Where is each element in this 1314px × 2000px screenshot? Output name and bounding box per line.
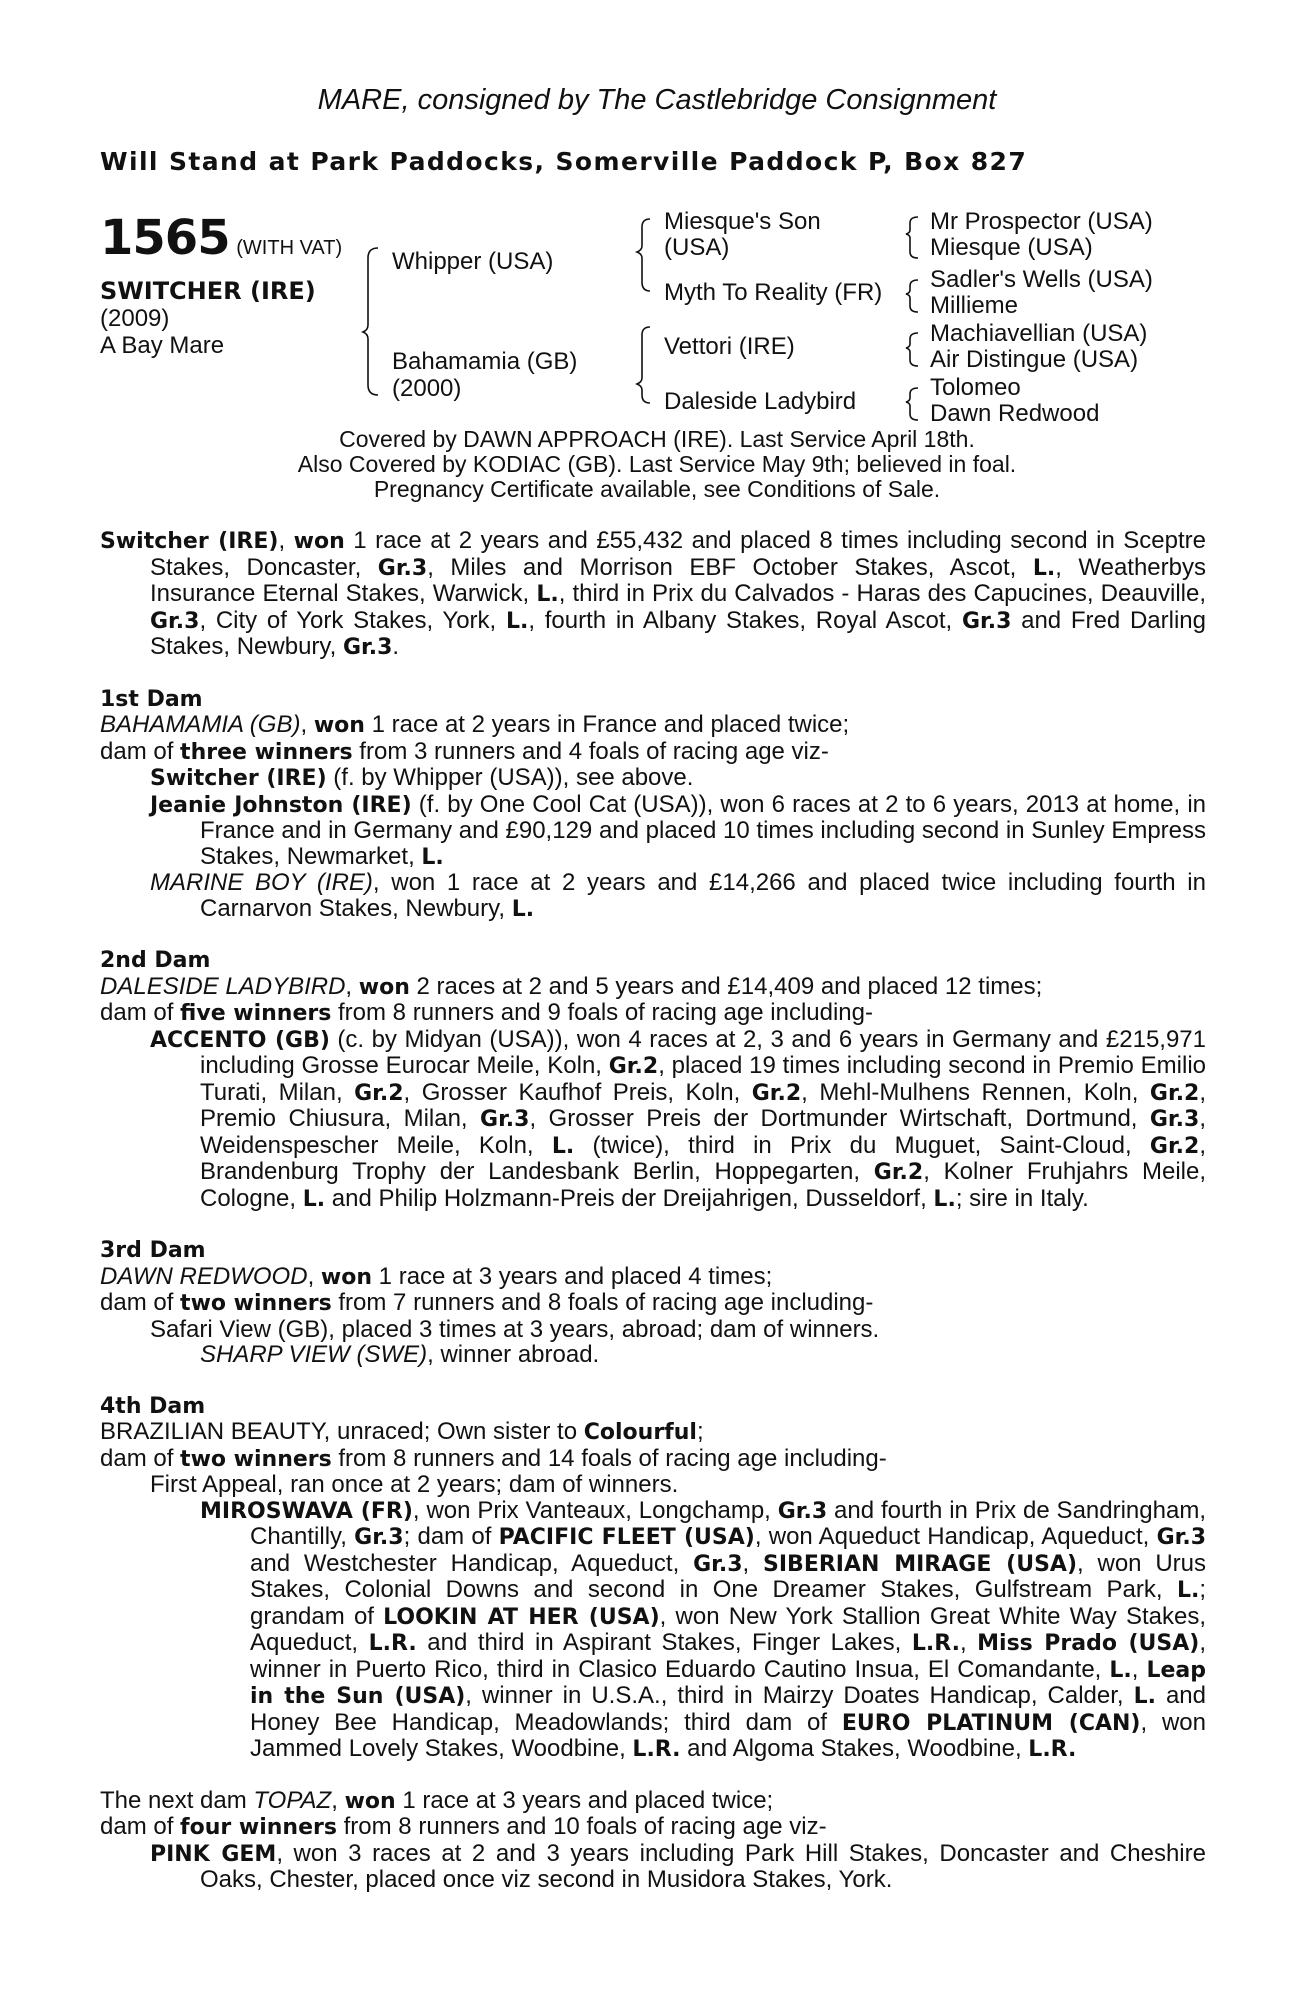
dam-sire: Vettori (IRE) (664, 333, 795, 360)
text: 1 race at 2 years and £55,432 and placed 8 times including second in Sceptre Stakes, Doncaster, (150, 527, 1206, 581)
text: ; dam of (403, 1523, 499, 1550)
brace-dd (906, 388, 918, 420)
section-heading (100, 1237, 1206, 1264)
horse-description: A Bay Mare (100, 332, 225, 359)
text: , Premio Chiusura, Milan, (200, 1078, 1207, 1132)
text: from 8 runners and 9 foals of racing age including- (331, 999, 873, 1026)
text: 1 race at 3 years and placed 4 times; (372, 1262, 773, 1290)
sire-sire: Miesque's Son (664, 208, 821, 235)
sd-dam: Millieme (930, 292, 1019, 319)
dam-name: BAHAMAMIA (GB) (100, 711, 301, 738)
dam-year: (2000) (392, 375, 462, 402)
won-label: won (313, 713, 365, 738)
brace-sire (637, 219, 650, 291)
text: , won 3 races at 2 and 3 years including Park Hill Stakes, Doncaster and Cheshire Oaks, Chester, placed once viz second in Musidora Stakes, York. (200, 1839, 1206, 1893)
text: 2 races at 2 and 5 years and £14,409 and placed 12 times; (409, 972, 1043, 1000)
text: , Miles and Morrison EBF October Stakes, Ascot, (427, 553, 1033, 581)
text: 1 race at 2 years in France and placed twice; (364, 711, 850, 738)
produce-name: LOOKIN AT HER (USA) (383, 1604, 660, 1630)
winners-count: two winners (180, 1291, 332, 1316)
text: dam of (100, 737, 181, 765)
text: , Weatherbys Insurance Eternal Stakes, Warwick, (150, 553, 1206, 607)
text: (c. by Midyan (USA)), won 4 races at 2, 3 and 6 years in Germany and £215,971 including Grosse Eurocar Meile, Koln, (200, 1025, 1206, 1079)
listed: L.R. (632, 1737, 681, 1762)
text: and Algoma Stakes, Woodbine, (680, 1735, 1029, 1762)
listed: L. (551, 1133, 575, 1159)
produce-name: SIBERIAN MIRAGE (USA) (763, 1551, 1077, 1577)
grade: Gr.2 (1149, 1080, 1200, 1106)
text: ; (696, 1418, 704, 1445)
stand-location: Will Stand at Park Paddocks, Somerville Paddock P, Box 827 (100, 147, 1028, 176)
text: from 7 runners and 8 foals of racing age including- (331, 1289, 874, 1316)
grade: Gr.3 (150, 608, 200, 634)
listed: L. (1032, 555, 1056, 581)
dam-line: DAWN REDWOOD, won 1 race at 3 years and placed 4 times; (100, 1262, 773, 1290)
text: (twice), third in Prix du Muguet, Saint-Cloud, (574, 1131, 1150, 1159)
listed: L. (505, 608, 529, 634)
produce-name: MIROSWAVA (FR) (200, 1498, 413, 1524)
ss-sire: Mr Prospector (USA) (930, 208, 1153, 235)
sister-name: Colourful (583, 1420, 697, 1445)
text: and Fred Darling Stakes, Newbury, (150, 606, 1206, 660)
ds-dam: Air Distingue (USA) (930, 346, 1139, 373)
produce-name: Leap in the Sun (USA) (250, 1657, 1206, 1709)
brace-sire-dam (363, 248, 378, 395)
produce-name: MARINE BOY (IRE) (150, 869, 373, 896)
lot-vat: (WITH VAT) (236, 237, 343, 259)
text: from 3 runners and 4 foals of racing age viz- (352, 737, 829, 765)
text: dam of (100, 999, 181, 1026)
sire-dam: Myth To Reality (FR) (664, 279, 883, 306)
grade: Gr.2 (873, 1160, 924, 1185)
winners-count: two winners (180, 1446, 332, 1472)
dam-produce-line (100, 1290, 1206, 1317)
text: , (742, 1549, 764, 1577)
cover-line-1: Covered by DAWN APPROACH (IRE). Last Service April 18th. (339, 426, 975, 452)
text: ; grandam of (250, 1576, 1206, 1630)
brace-dam (637, 327, 650, 403)
grade: Gr.2 (751, 1080, 802, 1106)
consignor-line: MARE, consigned by The Castlebridge Consignment (317, 84, 997, 116)
text: , won Jammed Lovely Stakes, Woodbine, (250, 1708, 1206, 1762)
text: , Grosser Preis der Dortmunder Wirtschaft, Dortmund, (529, 1105, 1150, 1132)
produce-entry (100, 765, 1206, 792)
produce-name: EURO PLATINUM (CAN) (841, 1710, 1141, 1736)
text: , Weidenspescher Meile, Koln, (200, 1105, 1206, 1159)
text: and Honey Bee Handicap, Meadowlands; third dam of (250, 1682, 1206, 1736)
cover-line-3: Pregnancy Certificate available, see Conditions of Sale. (373, 476, 941, 502)
produce-entry (100, 1472, 1206, 1498)
produce-name: Miss Prado (USA) (977, 1631, 1200, 1656)
listed: L.R. (1028, 1737, 1077, 1762)
grade: Gr.3 (480, 1107, 530, 1132)
text: Safari View (GB), placed 3 times at 3 years, abroad; dam of winners. (150, 1315, 880, 1343)
text: and third in Aspirant Stakes, Finger Lakes, (416, 1629, 912, 1656)
grade: Gr.3 (693, 1551, 743, 1577)
fourth-dam-heading: 4th Dam (100, 1393, 206, 1419)
text: , winner abroad. (427, 1341, 600, 1368)
horse-record: Switcher (IRE), won 1 race at 2 years and £55,432 and placed 8 times including second in Sceptre Stakes, Doncaster, Gr.3, Miles and Morrison EBF October Stakes, Ascot, L., Weatherbys Insurance Eternal Stakes, Warwick, L., third in Prix du Calvados - Haras des Capucines, Deauville, Gr.3, City of York Stakes, York, L., fourth in Albany Stakes, Royal Ascot, Gr.3 and Fred Darling Stakes, Newbury, Gr.3. (100, 527, 1206, 660)
ds-sire: Machiavellian (USA) (930, 320, 1148, 347)
text: , City of York Stakes, York, (199, 606, 506, 634)
text: , won Urus Stakes, Colonial Downs and second in One Dreamer Stakes, Gulfstream Park, (250, 1549, 1207, 1603)
text: 1 race at 3 years and placed twice; (395, 1786, 774, 1814)
dd-dam: Dawn Redwood (930, 400, 1100, 427)
produce-entry (100, 1027, 1206, 1213)
produce-entry (100, 1342, 1206, 1368)
listed: L.R. (368, 1631, 417, 1656)
text: . (392, 633, 400, 660)
text: dam of (100, 1444, 181, 1472)
winners-count: four winners (180, 1815, 337, 1840)
text: , winner in U.S.A., third in Mairzy Doates Handicap, Calder, (465, 1682, 1134, 1709)
dd-sire: Tolomeo (930, 374, 1021, 401)
winners-count: three winners (180, 739, 353, 765)
pedigree-notes (100, 528, 1206, 1893)
listed: L. (302, 1186, 326, 1212)
text: , Mehl-Mulhens Rennen, Koln, (801, 1078, 1150, 1106)
grade: Gr.2 (1149, 1133, 1200, 1159)
section-heading (100, 686, 1206, 713)
dam: Bahamamia (GB) (392, 348, 578, 375)
third-dam-heading: 3rd Dam (100, 1238, 206, 1263)
text: (f. by One Cool Cat (USA)), won 6 races at 2 to 6 years, 2013 at home, in France and in Germany and £90,129 and placed 10 times including second in Sunley Empress Stakes, Newmarket, (200, 790, 1206, 870)
winners-count: five winners (180, 1001, 332, 1026)
listed: L. (511, 896, 535, 922)
produce-entry (100, 1498, 1206, 1763)
grade: Gr.3 (377, 555, 428, 581)
produce-entry (100, 1841, 1206, 1893)
text: , (331, 1786, 345, 1814)
text: from 8 runners and 14 foals of racing age including- (331, 1444, 887, 1472)
dam-produce-line (100, 1000, 1206, 1027)
dam-dam: Daleside Ladybird (664, 388, 857, 415)
text: , Brandenburg Trophy der Landesbank Berlin, Hoppegarten, (200, 1131, 1207, 1185)
dam-name: DAWN REDWOOD (100, 1262, 308, 1290)
listed: L. (536, 582, 559, 607)
dam-produce-line (100, 1446, 1206, 1473)
sire: Whipper (USA) (392, 248, 554, 275)
text: , fourth in Albany Stakes, Royal Ascot, (528, 606, 962, 634)
first-dam-heading: 1st Dam (100, 686, 203, 712)
text: , (1131, 1655, 1147, 1683)
produce-name: SHARP VIEW (SWE) (200, 1341, 428, 1368)
dam-line: BAHAMAMIA (GB), won 1 race at 2 years in France and placed twice; (100, 711, 850, 738)
text: and fourth in Prix de Sandringham, Chantilly, (250, 1496, 1206, 1550)
dam-produce-line (100, 739, 1206, 766)
won-label: won (293, 529, 345, 554)
text: , placed 19 times including second in Premio Emilio Turati, Milan, (200, 1052, 1207, 1106)
grade: Gr.2 (354, 1080, 404, 1106)
produce-name: PINK GEM (150, 1841, 277, 1867)
produce-name: Switcher (IRE) (150, 766, 327, 791)
brace-sd (906, 280, 918, 312)
sire-sire-country: (USA) (664, 234, 730, 261)
listed: L. (1109, 1657, 1132, 1683)
horse-name: SWITCHER (IRE) (100, 277, 316, 305)
grade: Gr.3 (777, 1498, 828, 1524)
won-label: won (320, 1264, 373, 1290)
text: , won Aqueduct Handicap, Aqueduct, (754, 1523, 1157, 1550)
section-heading (100, 947, 1206, 974)
cover-line-2: Also Covered by KODIAC (GB). Last Service May 9th; believed in foal. (297, 451, 1017, 477)
dam-line (100, 1788, 1206, 1815)
ss-dam: Miesque (USA) (930, 234, 1093, 261)
listed: L. (1133, 1684, 1156, 1709)
dam-name: TOPAZ (253, 1786, 332, 1814)
text: from 8 runners and 10 foals of racing age viz- (336, 1813, 827, 1840)
text: , won Prix Vanteaux, Longchamp, (412, 1496, 778, 1524)
produce-name: ACCENTO (GB) (150, 1027, 330, 1053)
brace-ds (906, 333, 918, 366)
grade: Gr.3 (1149, 1107, 1200, 1132)
section-heading (100, 1393, 1206, 1420)
won-label: won (344, 1788, 396, 1814)
record-horse-name: Switcher (IRE) (100, 529, 279, 554)
second-dam-heading: 2nd Dam (100, 948, 211, 973)
dam-produce-line (100, 1814, 1206, 1841)
dam-line (100, 1419, 1206, 1446)
dam-name: DALESIDE LADYBIRD (100, 972, 346, 1000)
listed: L. (421, 844, 444, 870)
produce-name: PACIFIC FLEET (USA) (498, 1525, 755, 1550)
text: First Appeal, ran once at 2 years; dam of winners. (150, 1471, 679, 1498)
produce-entry (100, 870, 1206, 922)
text: The next dam (100, 1786, 254, 1814)
text: , Kolner Fruhjahrs Meile, Cologne, (200, 1158, 1206, 1212)
brace-ss (906, 217, 918, 258)
grade: Gr.2 (608, 1054, 659, 1079)
dam-line: DALESIDE LADYBIRD, won 2 races at 2 and 5 years and £14,409 and placed 12 times; (100, 972, 1043, 1000)
text: dam of (100, 1813, 181, 1840)
grade: Gr.3 (961, 608, 1012, 634)
text: , won 1 race at 2 years and £14,266 and placed twice including fourth in Carnarvon Stakes, Newbury, (200, 869, 1206, 922)
grade: Gr.3 (342, 635, 393, 660)
text: , winner in Puerto Rico, third in Clasico Eduardo Cautino Insua, El Comandante, (250, 1629, 1207, 1683)
grade: Gr.3 (354, 1525, 404, 1550)
listed: L. (933, 1186, 956, 1212)
text: , third in Prix du Calvados - Haras des Capucines, Deauville, (558, 580, 1206, 607)
produce-entry (100, 1317, 1206, 1343)
text: (f. by Whipper (USA)), see above. (326, 764, 694, 791)
text: dam of (100, 1289, 181, 1316)
text: and Philip Holzmann-Preis der Dreijahrigen, Dusseldorf, (325, 1184, 934, 1212)
listed: L.R. (911, 1631, 960, 1656)
text: and Westchester Handicap, Aqueduct, (250, 1549, 694, 1577)
text: , won New York Stallion Great White Way Stakes, Aqueduct, (250, 1602, 1206, 1656)
text: , Grosser Kaufhof Preis, Koln, (403, 1078, 752, 1106)
won-label: won (358, 974, 410, 1000)
produce-name: Jeanie Johnston (IRE) (150, 792, 412, 818)
text: BRAZILIAN BEAUTY, unraced; Own sister to (100, 1418, 584, 1445)
produce-entry (100, 792, 1206, 871)
sd-sire: Sadler's Wells (USA) (930, 266, 1153, 293)
grade: Gr.3 (1156, 1525, 1207, 1550)
horse-year: (2009) (100, 305, 170, 332)
listed: L. (1176, 1578, 1200, 1603)
lot-number: 1565 (100, 210, 230, 266)
text: ; sire in Italy. (955, 1184, 1089, 1212)
text: , (959, 1629, 978, 1656)
